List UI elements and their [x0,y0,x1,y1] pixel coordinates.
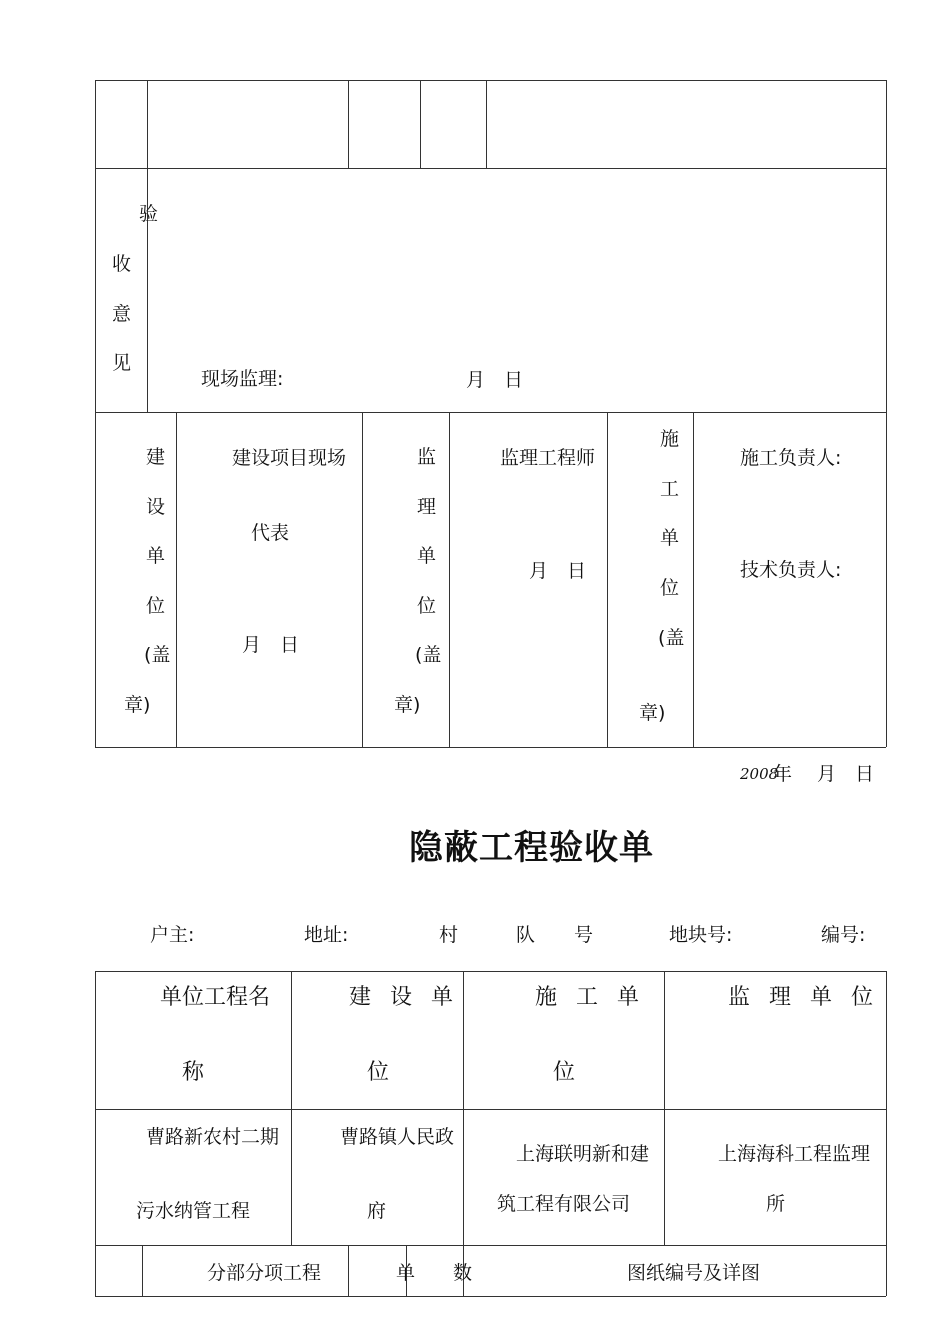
construction-lead-label: 施工负责人: [740,447,842,469]
cell-divider [486,80,487,168]
site-supervisor-label: 现场监理: [201,368,284,390]
owner-date: 月 日 [242,634,300,656]
construction-unit-char: (盖 [658,627,685,649]
supervision-unit-char: 监 [417,446,437,468]
construction-unit-value: 上海联明新和建 [516,1143,650,1165]
sub-item-header: 分部分项工程 [207,1262,322,1284]
construction-unit-char: 工 [660,478,680,500]
cell-divider [449,412,450,747]
form-title: 隐蔽工程验收单 [409,828,654,868]
table-border-top [95,80,886,81]
owner-unit-char: 章) [124,694,151,716]
cell-divider [607,412,608,747]
header-owner-unit: 建 设 单 [349,985,459,1010]
construction-unit-char: 施 [660,428,680,450]
cell-divider [420,80,421,168]
owner-unit-char: 建 [146,446,166,468]
header-project-name: 单位工程名 [160,985,271,1010]
table-border-left [95,80,96,747]
supervision-unit-char: 单 [417,545,437,567]
acceptance-label-char: 意 [112,303,132,325]
cell-divider [147,80,148,168]
cell-divider [176,412,177,747]
owner-unit-value: 府 [367,1200,387,1222]
supervision-unit-char: 章) [394,694,421,716]
supervision-unit-value: 上海海科工程监理 [718,1143,871,1165]
village-label: 村 [439,924,459,946]
header-project-name: 称 [182,1060,205,1085]
table-row-divider [95,1245,886,1246]
header-supervision-unit: 监 理 单 位 [728,985,879,1010]
drawing-header: 图纸编号及详图 [627,1262,761,1284]
table-row-divider [95,412,886,413]
date-year: 2008 [740,765,779,783]
construction-unit-value: 筑工程有限公司 [497,1193,631,1215]
project-name-value: 污水纳管工程 [136,1200,251,1222]
acceptance-label-char: 验 [139,203,159,225]
date-rest: 年 月 日 [773,763,875,785]
supervision-unit-value: 所 [766,1193,786,1215]
cell-divider [463,971,464,1296]
acceptance-label-char: 收 [112,253,132,275]
number-label: 号 [574,924,594,946]
acceptance-label-char: 见 [112,352,132,374]
supervision-unit-char: 理 [417,496,437,518]
table-border-bottom [95,1296,886,1297]
table-border-right [886,80,887,747]
owner-rep-label: 代表 [251,522,290,544]
cell-divider [348,80,349,168]
unit-header: 单 [396,1262,416,1284]
table-border-top [95,971,886,972]
cell-divider [291,971,292,1245]
table-border-right [886,971,887,1296]
cell-divider [142,1245,143,1296]
plot-number-label: 地块号: [669,924,733,946]
table-row-divider [95,1109,886,1110]
owner-unit-char: (盖 [144,644,171,666]
supervision-unit-char: (盖 [415,644,442,666]
owner-unit-char: 位 [146,595,166,617]
owner-unit-char: 单 [146,545,166,567]
header-construction-unit: 位 [553,1060,576,1085]
cell-divider [664,971,665,1245]
supervision-engineer-label: 监理工程师 [500,447,596,469]
cell-divider [362,412,363,747]
table-border-bottom [95,747,886,748]
header-construction-unit: 施 工 单 [535,985,645,1010]
table-row-divider [95,168,886,169]
header-owner-unit: 位 [367,1060,390,1085]
owner-label: 户主: [150,924,195,946]
construction-unit-char: 位 [660,577,680,599]
team-label: 队 [516,924,536,946]
supervision-unit-char: 位 [417,595,437,617]
construction-unit-char: 单 [660,527,680,549]
address-label: 地址: [304,924,349,946]
project-name-value: 曹路新农村二期 [146,1126,280,1148]
technical-lead-label: 技术负责人: [740,559,842,581]
opinion-date: 月 日 [466,369,524,391]
cell-divider [348,1245,349,1296]
owner-unit-value: 曹路镇人民政 [340,1126,455,1148]
quantity-header: 数 [453,1262,473,1284]
owner-rep-label: 建设项目现场 [232,447,347,469]
construction-unit-char: 章) [639,702,666,724]
table-border-left [95,971,96,1296]
supervision-date: 月 日 [529,560,587,582]
owner-unit-char: 设 [146,496,166,518]
serial-number-label: 编号: [821,924,866,946]
cell-divider [693,412,694,747]
